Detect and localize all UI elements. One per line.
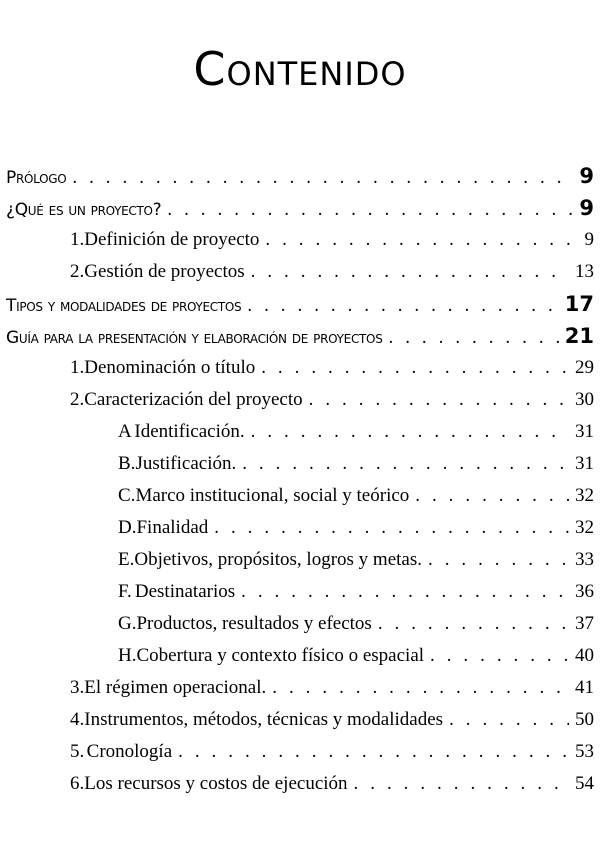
- toc-entry-label: Objetivos, propósitos, logros y metas.: [134, 549, 422, 570]
- dot-leader: [265, 224, 578, 256]
- dot-leader: [428, 544, 569, 576]
- toc-page-number: 33: [575, 549, 594, 570]
- toc-page-number: 53: [575, 741, 594, 762]
- dot-leader: [251, 256, 569, 288]
- toc-entry-number: 4.: [70, 709, 85, 730]
- toc-entry-label: Marco institucional, social y teórico: [135, 485, 410, 506]
- toc-entry-label: Guía para la presentación y elaboración de proyectos: [6, 328, 383, 348]
- toc-page-number: 36: [575, 581, 594, 602]
- toc-entry-number: 6.: [70, 773, 85, 794]
- toc-entry[interactable]: [0, 512, 600, 544]
- toc-entry-label: Identificación.: [134, 421, 245, 442]
- dot-leader: [378, 608, 569, 640]
- toc-entry-number: F.: [118, 581, 132, 602]
- toc-entry-label: Justificación.: [135, 453, 237, 474]
- toc-entry-label: Prólogo: [6, 168, 67, 188]
- toc-section[interactable]: [0, 288, 600, 320]
- page-title: Contenido: [193, 42, 407, 96]
- toc-entry[interactable]: [0, 256, 600, 288]
- toc-entry[interactable]: [0, 352, 600, 384]
- toc-page-number: 32: [575, 517, 594, 538]
- toc-page-number: 32: [575, 485, 594, 506]
- toc-entry-label: ¿Qué es un proyecto?: [6, 200, 162, 220]
- toc-page-number: 30: [575, 389, 594, 410]
- dot-leader: [247, 290, 558, 322]
- dot-leader: [309, 384, 569, 416]
- toc-page-number: 13: [575, 261, 594, 282]
- toc-page-number: 9: [579, 164, 594, 188]
- toc-entry-number: B.: [118, 453, 136, 474]
- dot-leader: [178, 736, 569, 768]
- dot-leader: [449, 704, 569, 736]
- toc-page-number: 54: [575, 773, 594, 794]
- dot-leader: [430, 640, 569, 672]
- toc-entry-label: Finalidad: [136, 517, 209, 538]
- toc-entry[interactable]: [0, 480, 600, 512]
- toc-page-number: 37: [575, 613, 594, 634]
- dot-leader: [389, 322, 559, 354]
- toc-entry-number: 3.: [70, 677, 85, 698]
- toc-entry-label: Tipos y modalidades de proyectos: [6, 296, 242, 316]
- dot-leader: [167, 194, 573, 226]
- toc-entry-number: 1.: [70, 357, 85, 378]
- dot-leader: [272, 672, 569, 704]
- toc-entry[interactable]: [0, 576, 600, 608]
- dot-leader: [261, 352, 569, 384]
- toc-entry[interactable]: [0, 384, 600, 416]
- toc-page-number: 21: [564, 324, 594, 348]
- toc-section[interactable]: [0, 192, 600, 224]
- toc-page-number: 31: [575, 453, 594, 474]
- dot-leader: [241, 576, 569, 608]
- toc-entry-number: 5.: [70, 741, 85, 762]
- toc-page-number: 29: [575, 357, 594, 378]
- toc-entry-label: Destinatarios: [134, 581, 236, 602]
- toc-entry-label: Caracterización del proyecto: [84, 389, 303, 410]
- toc-page-number: 9: [579, 196, 594, 220]
- toc-entry[interactable]: [0, 224, 600, 256]
- dot-leader: [251, 416, 569, 448]
- toc-entry[interactable]: [0, 544, 600, 576]
- toc-entry-number: D.: [118, 517, 137, 538]
- toc-entry[interactable]: [0, 736, 600, 768]
- toc-entry-label: Productos, resultados y efectos: [136, 613, 372, 634]
- toc-entry-label: Cobertura y contexto físico o espacial: [136, 645, 425, 666]
- toc-section[interactable]: [0, 320, 600, 352]
- toc-entry[interactable]: [0, 704, 600, 736]
- toc-entry[interactable]: [0, 768, 600, 800]
- toc-entry[interactable]: [0, 672, 600, 704]
- toc-page-number: 31: [575, 421, 594, 442]
- toc-entry[interactable]: [0, 416, 600, 448]
- toc-entry-label: Instrumentos, métodos, técnicas y modalidades: [84, 709, 444, 730]
- toc-entry-label: Definición de proyecto: [84, 229, 260, 250]
- toc-section[interactable]: [0, 160, 600, 192]
- toc-entry-label: Denominación o título: [84, 357, 256, 378]
- toc-entry[interactable]: [0, 608, 600, 640]
- toc-entry-number: C.: [118, 485, 136, 506]
- toc-entry-label: Los recursos y costos de ejecución: [84, 773, 348, 794]
- dot-leader: [72, 162, 573, 194]
- toc-entry-number: G.: [118, 613, 137, 634]
- toc-entry-number: 1.: [70, 229, 85, 250]
- dot-leader: [242, 448, 569, 480]
- table-of-contents: [0, 160, 600, 800]
- toc-entry-number: E.: [118, 549, 135, 570]
- toc-entry-number: 2.: [70, 261, 85, 282]
- toc-entry-number: H.: [118, 645, 137, 666]
- toc-entry[interactable]: [0, 640, 600, 672]
- toc-entry-number: 2.: [70, 389, 85, 410]
- toc-page-number: 50: [575, 709, 594, 730]
- toc-entry-number: A: [118, 421, 132, 442]
- toc-page-number: 40: [575, 645, 594, 666]
- toc-entry-label: El régimen operacional.: [84, 677, 267, 698]
- dot-leader: [415, 480, 569, 512]
- toc-entry-label: Gestión de proyectos: [84, 261, 245, 282]
- toc-page-number: 9: [584, 229, 594, 250]
- toc-entry-label: Cronología: [86, 741, 173, 762]
- toc-page-number: 41: [575, 677, 594, 698]
- toc-entry[interactable]: [0, 448, 600, 480]
- toc-page-number: 17: [564, 292, 594, 316]
- dot-leader: [214, 512, 569, 544]
- dot-leader: [354, 768, 569, 800]
